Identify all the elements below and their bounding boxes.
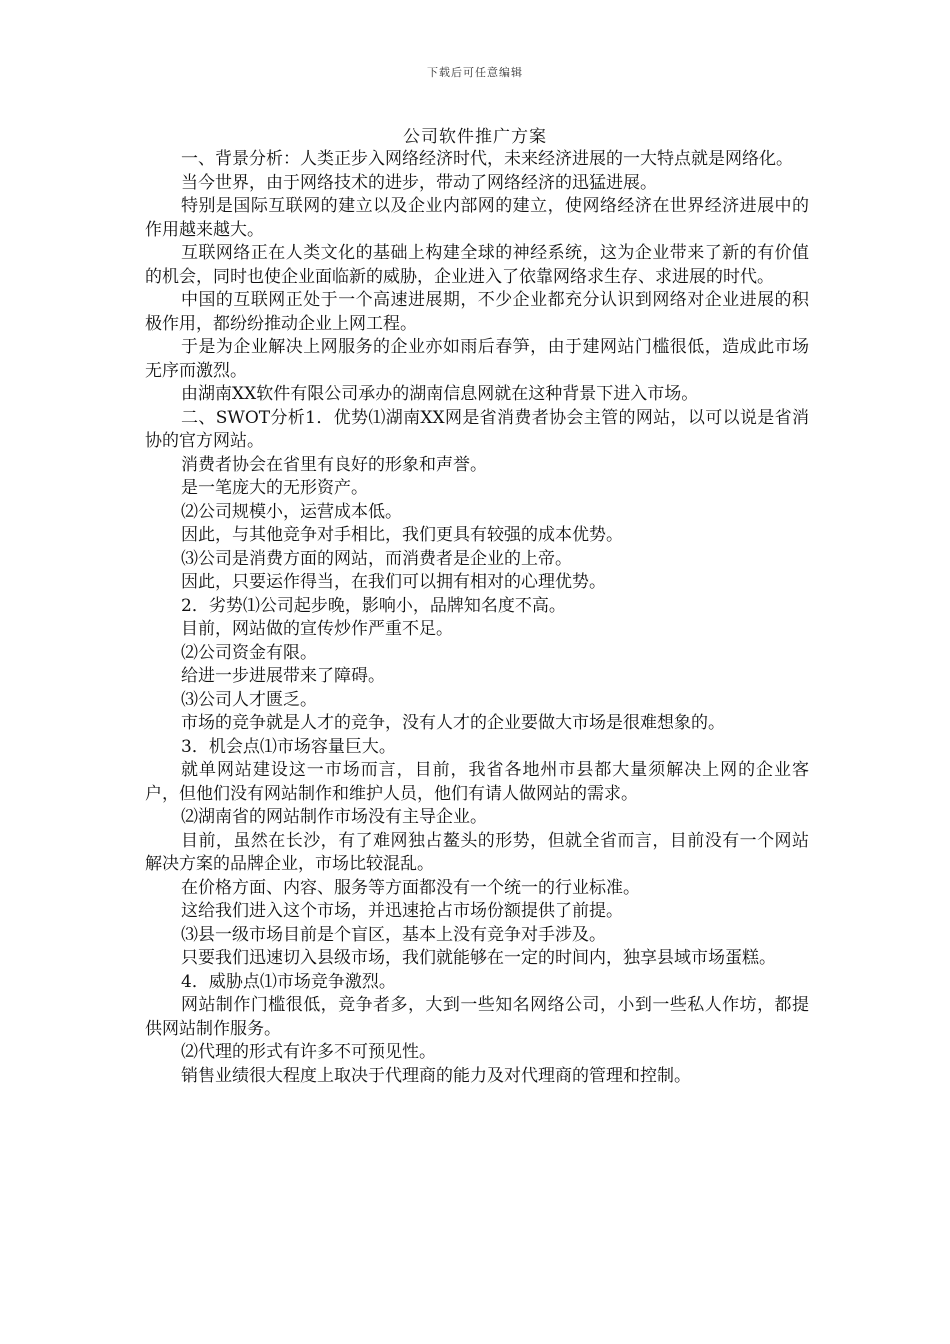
paragraph: 这给我们进入这个市场，并迅速抢占市场份额提供了前提。 [181,901,623,921]
paragraph: 互联网络正在人类文化的基础上构建全球的神经系统，这为企业带来了新的有价值的机会，同时也使企业面临新的威胁，企业进入了依靠网络求生存、求进展的时代。 [145,243,809,287]
download-note: 下载后可任意编辑 [427,66,523,79]
paragraph: 3．机会点⑴市场容量巨大。 [181,736,396,757]
paragraph: 因此，与其他竞争对手相比，我们更具有较强的成本优势。 [181,525,623,545]
paragraph: 就单网站建设这一市场而言，目前，我省各地州市县都大量须解决上网的企业客户，但他们没有网站制作和维护人员，他们有请人做网站的需求。 [145,760,809,804]
document-body [145,148,809,1088]
paragraph: ⑶公司人才匮乏。 [181,689,317,710]
paragraph: 因此，只要运作得当，在我们可以拥有相对的心理优势。 [181,572,606,592]
paragraph: 只要我们迅速切入县级市场，我们就能够在一定的时间内，独享县域市场蛋糕。 [181,948,776,968]
paragraph: 目前，网站做的宣传炒作严重不足。 [181,619,453,639]
paragraph: ⑵公司资金有限。 [181,642,317,663]
paragraph: 目前，虽然在长沙，有了难网独占鳌头的形势，但就全省而言，目前没有一个网站解决方案的品牌企业，市场比较混乱。 [145,830,809,874]
paragraph: ⑵公司规模小，运营成本低。 [181,501,402,522]
paragraph: 2．劣势⑴公司起步晚，影响小，品牌知名度不高。 [181,595,566,616]
paragraph: 4．威胁点⑴市场竞争激烈。 [181,971,396,992]
paragraph: 是一笔庞大的无形资产。 [181,478,368,498]
paragraph: 二、SWOT分析1．优势⑴湖南XX网是省消费者协会主管的网站，以可以说是省消协的官方网站。 [145,407,809,451]
paragraph: 在价格方面、内容、服务等方面都没有一个统一的行业标准。 [181,877,640,898]
paragraph: ⑵代理的形式有许多不可预见性。 [181,1042,436,1062]
paragraph: 销售业绩很大程度上取决于代理商的能力及对代理商的管理和控制。 [181,1065,691,1086]
paragraph: 网站制作门槛很低，竞争者多，大到一些知名网络公司，小到一些私人作坊，都提供网站制作服务。 [145,995,809,1039]
document-title: 公司软件推广方案 [403,127,547,147]
paragraph: 当今世界，由于网络技术的进步，带动了网络经济的迅猛进展。 [181,172,657,193]
paragraph: 由湖南XX软件有限公司承办的湖南信息网就在这种背景下进入市场。 [181,384,699,404]
paragraph: ⑶公司是消费方面的网站，而消费者是企业的上帝。 [181,548,572,569]
paragraph: 特别是国际互联网的建立以及企业内部网的建立，使网络经济在世界经济进展中的作用越来越大。 [145,196,809,240]
paragraph: 市场的竞争就是人才的竞争，没有人才的企业要做大市场是很难想象的。 [181,713,725,733]
paragraph: ⑵湖南省的网站制作市场没有主导企业。 [181,807,487,827]
paragraph: 消费者协会在省里有良好的形象和声誉。 [181,454,487,475]
paragraph: 给进一步进展带来了障碍。 [181,666,385,686]
paragraph: 中国的互联网正处于一个高速进展期，不少企业都充分认识到网络对企业进展的积极作用，都纷纷推动企业上网工程。 [145,290,809,334]
paragraph: ⑶县一级市场目前是个盲区，基本上没有竞争对手涉及。 [181,924,606,945]
paragraph: 一、背景分析：人类正步入网络经济时代，未来经济进展的一大特点就是网络化。 [181,149,793,169]
paragraph: 于是为企业解决上网服务的企业亦如雨后春笋，由于建网站门槛很低，造成此市场无序而激烈。 [145,337,809,381]
